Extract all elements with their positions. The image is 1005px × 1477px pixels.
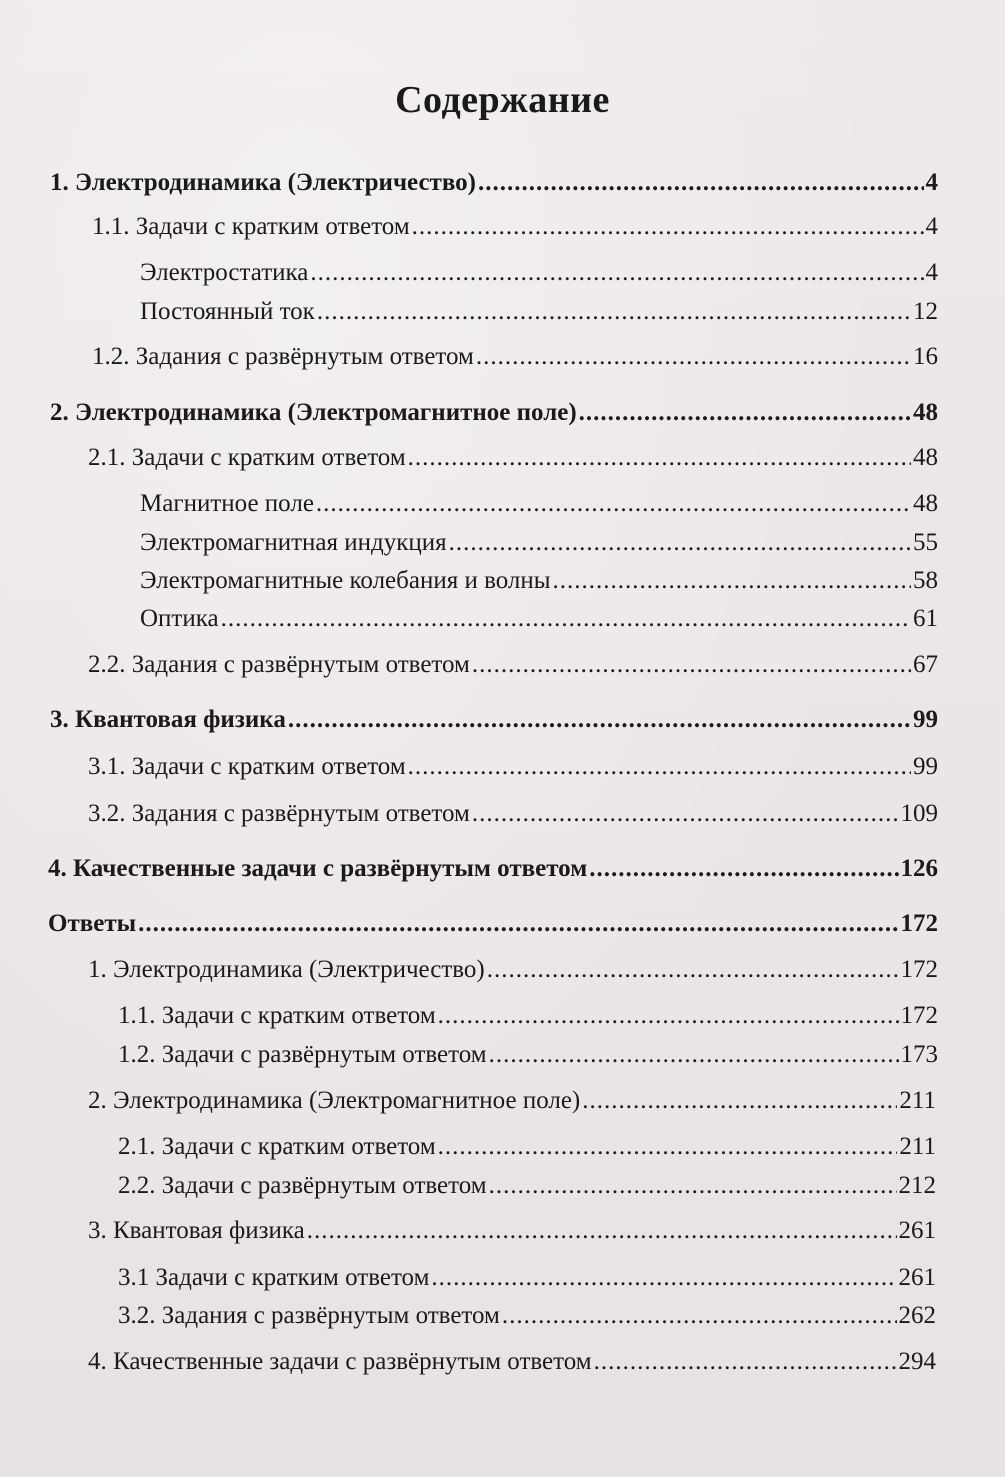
toc-entry-label: 2. Электродинамика (Электромагнитное поле): [50, 399, 577, 426]
toc-entry: [140, 566, 938, 596]
toc-entry-label: 3.2. Задания с развёрнутым ответом: [88, 800, 470, 827]
toc-entry: [118, 1001, 938, 1031]
dot-leader: [316, 489, 911, 519]
toc-entry: [140, 489, 938, 519]
toc-entry-page-number: 172: [900, 956, 938, 983]
toc-entry-page-number: 55: [913, 529, 938, 556]
toc-entry-page-number: 172: [900, 910, 938, 937]
dot-leader: [553, 566, 911, 596]
toc-entry-page-number: 99: [913, 753, 938, 780]
toc-entry-label: 2.2. Задания с развёрнутым ответом: [88, 651, 470, 678]
toc-entry-page-number: 211: [899, 1087, 936, 1114]
toc-entry-label: 1.2. Задания с развёрнутым ответом: [92, 343, 474, 370]
toc-entry-page-number: 48: [913, 490, 938, 517]
toc-entry: [88, 650, 938, 680]
toc-entry-page-number: 61: [913, 605, 938, 632]
toc-entry-page-number: 48: [913, 444, 938, 471]
toc-entry-label: 4. Качественные задачи с развёрнутым ответом: [48, 855, 588, 882]
dot-leader: [472, 799, 899, 829]
toc-entry: [118, 1301, 936, 1331]
toc-entry: [92, 342, 938, 372]
dot-leader: [449, 528, 911, 558]
toc-entry-page-number: 261: [898, 1217, 936, 1244]
toc-entry: [88, 443, 938, 473]
toc-entry-page-number: 99: [913, 706, 938, 733]
dot-leader: [489, 1040, 899, 1070]
toc-entry: [88, 752, 938, 782]
toc-entry-label: 3.1. Задачи с кратким ответом: [88, 753, 406, 780]
toc-entry-page-number: 126: [900, 855, 938, 882]
toc-entry-label: 2.1. Задачи с кратким ответом: [118, 1133, 436, 1160]
toc-entry: [88, 799, 938, 829]
toc-entry-page-number: 4: [925, 259, 938, 286]
toc-entry-page-number: 67: [913, 651, 938, 678]
dot-leader: [579, 398, 911, 428]
dot-leader: [310, 258, 923, 288]
toc-entry-label: 1.2. Задачи с развёрнутым ответом: [118, 1041, 487, 1068]
toc-entry: [50, 168, 938, 198]
dot-leader: [317, 297, 911, 327]
toc-entry-label: 3. Квантовая физика: [50, 706, 286, 733]
toc-entry-label: 1.1. Задачи с кратким ответом: [118, 1002, 436, 1029]
dot-leader: [476, 342, 911, 372]
dot-leader: [589, 854, 898, 884]
toc-entry-page-number: 261: [898, 1264, 936, 1291]
dot-leader: [487, 955, 899, 985]
dot-leader: [502, 1301, 897, 1331]
toc-entry-page-number: 262: [898, 1302, 936, 1329]
toc-entry-page-number: 212: [898, 1172, 936, 1199]
toc-entry-page-number: 211: [899, 1133, 936, 1160]
toc-entry-label: 3.2. Задания с развёрнутым ответом: [118, 1302, 500, 1329]
toc-entry-label: Оптика: [140, 605, 219, 632]
toc-entry-page-number: 16: [913, 343, 938, 370]
toc-entry: [140, 258, 938, 288]
toc-entry-page-number: 4: [925, 169, 938, 196]
toc-entry-label: 1.1. Задачи с кратким ответом: [92, 213, 410, 240]
toc-entry: [88, 1086, 936, 1116]
dot-leader: [138, 909, 898, 939]
toc-entry: [118, 1171, 936, 1201]
toc-entry-label: 2. Электродинамика (Электромагнитное поле): [88, 1087, 581, 1114]
dot-leader: [594, 1347, 897, 1377]
toc-entry: [48, 854, 938, 884]
toc-entry-page-number: 12: [913, 298, 938, 325]
toc-entry-label: 1. Электродинамика (Электричество): [88, 956, 485, 983]
toc-entry-label: 2.2. Задачи с развёрнутым ответом: [118, 1172, 487, 1199]
dot-leader: [478, 168, 924, 198]
toc-entry: [118, 1263, 936, 1293]
toc-entry-label: Ответы: [48, 910, 137, 937]
toc-entry: [118, 1040, 938, 1070]
toc-entry-page-number: 172: [900, 1002, 938, 1029]
toc-entry: [118, 1132, 936, 1162]
dot-leader: [431, 1263, 896, 1293]
toc-entry: [50, 705, 938, 735]
toc-entry-label: Электромагнитная индукция: [140, 529, 447, 556]
dot-leader: [307, 1216, 897, 1246]
dot-leader: [408, 752, 911, 782]
toc-entry: [140, 528, 938, 558]
toc-entry-label: Электромагнитные колебания и волны: [140, 567, 551, 594]
toc-entry: [88, 955, 938, 985]
toc-entry: [140, 297, 938, 327]
toc-entry-page-number: 173: [900, 1041, 938, 1068]
toc-entry: [92, 212, 938, 242]
toc-entry-page-number: 58: [913, 567, 938, 594]
toc-entry-label: 3. Квантовая физика: [88, 1217, 305, 1244]
toc-entry-label: Электростатика: [140, 259, 309, 286]
dot-leader: [489, 1171, 897, 1201]
page-title: Содержание: [395, 79, 610, 121]
toc-entry: [140, 604, 938, 634]
dot-leader: [438, 1001, 899, 1031]
dot-leader: [408, 443, 911, 473]
toc-entry: [88, 1347, 936, 1377]
toc-entry-label: 4. Качественные задачи с развёрнутым ответом: [88, 1348, 592, 1375]
toc-entry-label: 1. Электродинамика (Электричество): [50, 169, 476, 196]
dot-leader: [221, 604, 911, 634]
dot-leader: [582, 1086, 897, 1116]
dot-leader: [472, 650, 911, 680]
toc-entry: [50, 398, 938, 428]
toc-entry: [88, 1216, 936, 1246]
toc-entry-label: Постоянный ток: [140, 298, 315, 325]
toc-entry-page-number: 109: [900, 800, 938, 827]
toc-entry-label: 3.1 Задачи с кратким ответом: [118, 1264, 430, 1291]
toc-entry-page-number: 48: [913, 399, 938, 426]
toc-entry-page-number: 4: [925, 213, 938, 240]
toc-entry-page-number: 294: [898, 1348, 936, 1375]
dot-leader: [288, 705, 911, 735]
dot-leader: [412, 212, 924, 242]
dot-leader: [438, 1132, 898, 1162]
toc-entry-label: 2.1. Задачи с кратким ответом: [88, 444, 406, 471]
toc-entry-label: Магнитное поле: [140, 490, 314, 517]
toc-entry: [48, 909, 938, 939]
